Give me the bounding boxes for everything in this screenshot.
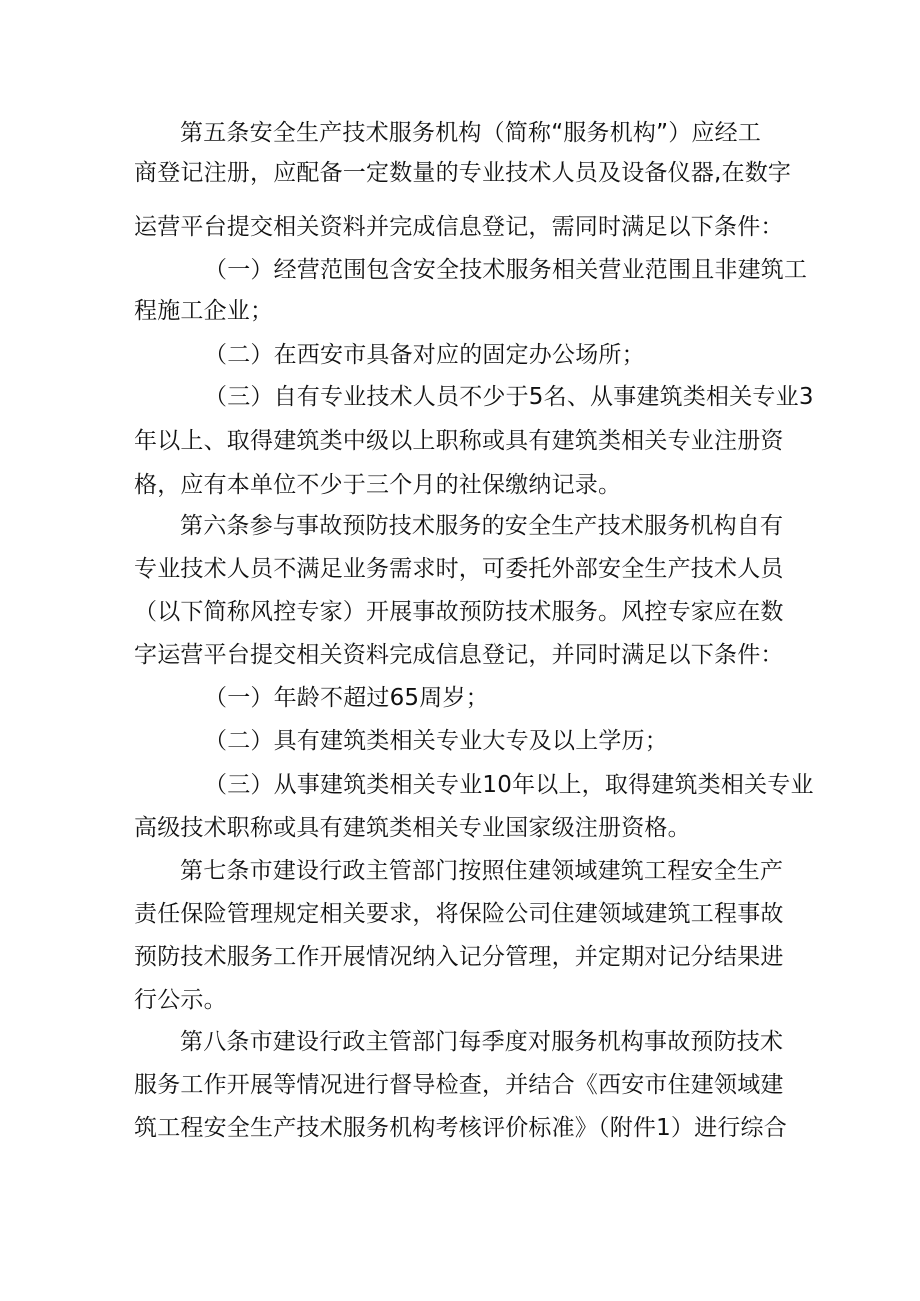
article-6-line-3: （以下简称风控专家）开展事故预防技术服务。风控专家应在数 bbox=[134, 599, 784, 625]
article-5-item-3-line-3: 格，应有本单位不少于三个月的社保缴纳记录。 bbox=[134, 472, 622, 498]
article-8-line-1: 第八条市建设行政主管部门每季度对服务机构事故预防技术 bbox=[180, 1029, 784, 1055]
article-7-line-2: 责任保险管理规定相关要求，将保险公司住建领域建筑工程事故 bbox=[134, 901, 784, 927]
article-6-line-1: 第六条参与事故预防技术服务的安全生产技术服务机构自有 bbox=[180, 513, 784, 539]
article-8-line-3: 筑工程安全生产技术服务机构考核评价标准》（附件1）进行综合 bbox=[134, 1115, 787, 1141]
article-7-line-3: 预防技术服务工作开展情况纳入记分管理，并定期对记分结果进 bbox=[134, 944, 784, 970]
article-6-item-1: （一）年龄不超过65周岁； bbox=[204, 685, 489, 711]
article-7-line-4: 行公示。 bbox=[134, 987, 227, 1013]
article-5-item-3-line-1: （三）自有专业技术人员不少于5名、从事建筑类相关专业3 bbox=[204, 384, 814, 410]
article-7-line-1: 第七条市建设行政主管部门按照住建领域建筑工程安全生产 bbox=[180, 858, 784, 884]
article-6-line-4: 字运营平台提交相关资料完成信息登记，并同时满足以下条件： bbox=[134, 642, 784, 668]
article-5-item-3-line-2: 年以上、取得建筑类中级以上职称或具有建筑类相关专业注册资 bbox=[134, 428, 784, 454]
article-5-line-3: 运营平台提交相关资料并完成信息登记，需同时满足以下条件： bbox=[134, 214, 784, 240]
article-5-item-2: （二）在西安市具备对应的固定办公场所； bbox=[204, 342, 645, 368]
article-8-line-2: 服务工作开展等情况进行督导检查，并结合《西安市住建领域建 bbox=[134, 1072, 784, 1098]
article-5-line-1: 第五条安全生产技术服务机构（简称“服务机构”）应经工 bbox=[180, 120, 762, 146]
article-6-item-2: （二）具有建筑类相关专业大专及以上学历； bbox=[204, 728, 668, 754]
article-5-item-1-line-1: （一）经营范围包含安全技术服务相关营业范围且非建筑工 bbox=[204, 257, 808, 283]
article-5-item-1-line-2: 程施工企业； bbox=[134, 298, 274, 324]
article-6-item-3-line-1: （三）从事建筑类相关专业10年以上，取得建筑类相关专业 bbox=[204, 772, 814, 798]
article-6-item-3-line-2: 高级技术职称或具有建筑类相关专业国家级注册资格。 bbox=[134, 815, 691, 841]
article-6-line-2: 专业技术人员不满足业务需求时，可委托外部安全生产技术人员 bbox=[134, 556, 784, 582]
article-5-line-2: 商登记注册，应配备一定数量的专业技术人员及设备仪器,在数字 bbox=[134, 160, 792, 186]
